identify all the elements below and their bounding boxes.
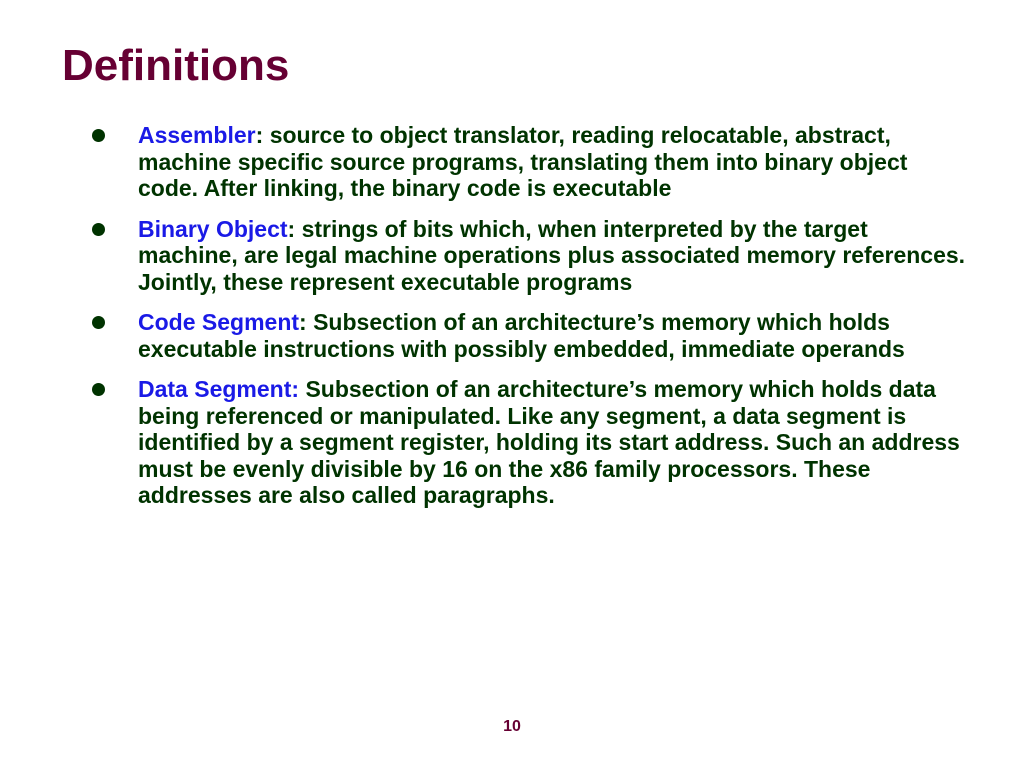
definition-text: strings of bits which, when interpreted by the target machine, are legal machine operations plus associated memory references. Jointly, these represent executable programs <box>138 215 966 295</box>
definitions-list <box>92 122 972 523</box>
definition-item-assembler <box>92 122 972 202</box>
definition-separator: : <box>255 122 270 148</box>
bullet-dot-icon <box>92 316 105 329</box>
bullet-dot-icon <box>92 129 105 142</box>
definition-term: Binary Object <box>138 215 288 242</box>
definition-separator: : <box>299 309 314 335</box>
bullet-dot-icon <box>92 383 105 396</box>
definition-text: Subsection of an architecture’s memory which holds executable instructions with possibly embedded, immediate operands <box>138 309 905 362</box>
definition-term: Code Segment <box>138 309 300 335</box>
slide-title: Definitions <box>62 41 290 90</box>
definition-item-binary-object <box>92 216 972 296</box>
bullet-dot-icon <box>92 223 105 236</box>
definition-item-data-segment <box>92 376 972 509</box>
definition-text: source to object translator, reading relocatable, abstract, machine specific source programs, translating them into binary object code. After linking, the binary code is executable <box>138 122 908 201</box>
definition-separator: : <box>287 215 302 242</box>
definition-term: Data Segment: <box>138 376 300 402</box>
definition-item-code-segment <box>92 309 972 362</box>
definition-text: Subsection of an architecture’s memory which holds data being referenced or manipulated. Like any segment, a data segment is identified by a segment register, holding its start address. Such an address must be evenly divisible by 16 on the x86 family processors. These addresses are also called paragraphs. <box>138 376 960 508</box>
definition-term: Assembler <box>138 122 256 148</box>
page-number: 10 <box>503 718 521 735</box>
